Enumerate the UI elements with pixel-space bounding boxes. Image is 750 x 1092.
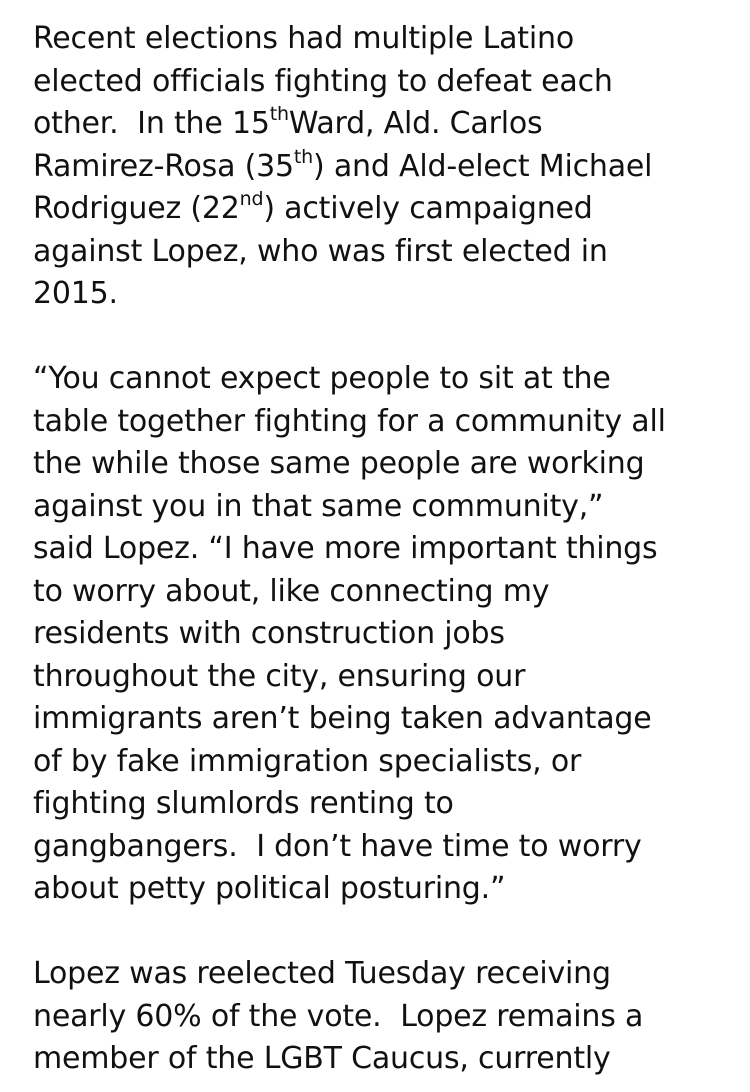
text-line [33,868,733,911]
text-line [33,996,733,1039]
text-line [33,61,733,104]
text-line [33,273,733,316]
text-segment: gangbangers. I don’t have time to worry [33,828,642,864]
text-segment: 2015. [33,276,118,311]
text-line [33,358,733,401]
text-segment: Lopez was reelected Tuesday receiving [33,956,611,991]
text-line [33,698,733,741]
text-segment: Ward, Ald. Carlos [288,106,543,141]
text-segment: throughout the city, ensuring our [33,658,526,694]
superscript-ordinal: nd [239,188,264,210]
text-segment: nearly 60% of the vote. Lopez remains a [33,998,644,1034]
text-segment: “You cannot expect people to sit at the [33,361,611,396]
text-segment: immigrants aren’t being taken advantage [33,701,652,736]
text-line [33,401,733,444]
text-line [33,741,733,784]
text-segment: residents with construction jobs [33,616,505,651]
text-segment: about petty political posturing.” [33,871,506,906]
paragraph-3 [33,953,733,1081]
document-body [33,18,733,1081]
paragraph-1 [33,18,733,316]
text-segment: ) and Ald-elect Michael [313,148,653,184]
text-segment: the while those same people are working [33,446,645,481]
text-line [33,18,733,61]
text-segment: to worry about, like connecting my [33,573,550,609]
text-segment: table together fighting for a community all [33,403,666,439]
text-segment: said Lopez. “I have more important things [33,531,658,566]
text-line [33,613,733,656]
text-segment: elected officials fighting to defeat each [33,63,613,99]
text-segment: against Lopez, who was first elected in [33,233,608,269]
text-line [33,146,733,189]
paragraph-gap [33,316,733,359]
text-segment: against you in that same community,” [33,488,604,524]
text-segment: Rodriguez (22 [33,191,240,226]
text-line [33,571,733,614]
text-segment: other. In the 15 [33,106,270,141]
text-segment: Ramirez-Rosa (35 [33,148,294,184]
text-segment: of by fake immigration specialists, or [33,743,582,779]
text-line [33,486,733,529]
text-line [33,528,733,571]
text-segment: member of the LGBT Caucus, currently [33,1041,611,1076]
paragraph-2 [33,358,733,911]
text-line [33,103,733,146]
paragraph-gap [33,911,733,954]
text-line [33,1038,733,1081]
text-line [33,783,733,826]
text-line [33,826,733,869]
text-line [33,443,733,486]
text-line [33,953,733,996]
superscript-ordinal: th [293,145,314,168]
superscript-ordinal: th [269,103,289,125]
text-segment: ) actively campaigned [263,191,593,226]
text-segment: Recent elections had multiple Latino [33,21,574,56]
text-line [33,188,733,231]
text-segment: fighting slumlords renting to [33,786,454,821]
text-line [33,656,733,699]
text-line [33,231,733,274]
